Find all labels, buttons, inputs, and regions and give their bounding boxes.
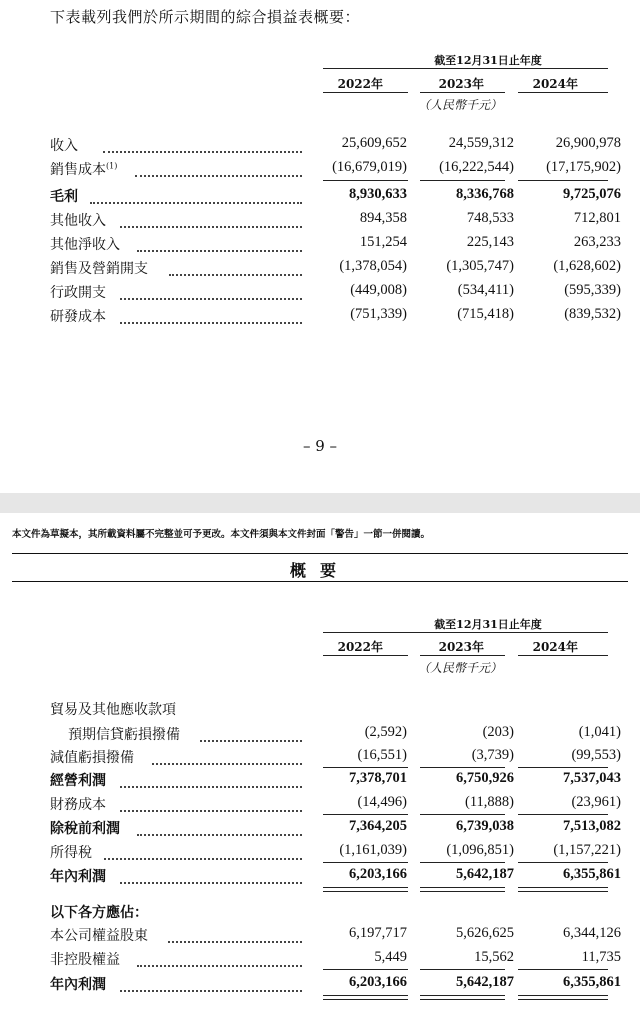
- value-2022: 151,254: [359, 234, 407, 250]
- table-row: [0, 842, 640, 864]
- row-label: 財務成本: [50, 797, 106, 813]
- total-double-rule: [323, 887, 408, 892]
- leader-dots: [137, 957, 302, 967]
- year-2024: 2024年: [532, 77, 578, 91]
- year-rule: [518, 655, 608, 656]
- row-label: 收入: [50, 138, 78, 154]
- unit-label: （人民幣千元）: [417, 661, 502, 675]
- value-2023: 6,750,926: [456, 770, 514, 786]
- leader-dots: [152, 755, 302, 765]
- table-row: [0, 866, 640, 888]
- value-2022: 25,609,652: [341, 135, 407, 151]
- leader-dots: [120, 314, 302, 324]
- total-double-rule: [518, 887, 608, 892]
- table-row: [0, 135, 640, 157]
- page-separator: [0, 493, 640, 513]
- group-heading: 貿易及其他應收款項: [50, 702, 176, 718]
- year-2022: 2022年: [337, 640, 383, 654]
- value-2023: (11,888): [465, 794, 514, 810]
- value-2024: 26,900,978: [555, 135, 621, 151]
- subtotal-rule: [518, 862, 608, 863]
- leader-dots: [104, 850, 302, 860]
- table-row: [0, 925, 640, 947]
- value-2023: 8,336,768: [456, 186, 514, 202]
- section-title: 概要: [289, 561, 350, 580]
- value-2022: (449,008): [350, 282, 407, 298]
- leader-dots: [135, 167, 302, 177]
- value-2022: 6,197,717: [349, 925, 407, 941]
- value-2024: (17,175,902): [546, 159, 621, 175]
- table-row: [0, 818, 640, 840]
- table-row: [0, 770, 640, 792]
- row-label: 研發成本: [50, 309, 106, 325]
- row-label: 預期信貸虧損撥備: [68, 727, 180, 743]
- row-label: [50, 159, 117, 179]
- value-2022: (1,161,039): [339, 842, 407, 858]
- value-2024: (839,532): [564, 306, 621, 322]
- section-header: [12, 553, 628, 582]
- value-2024: 712,801: [573, 210, 621, 226]
- leader-dots: [200, 732, 302, 742]
- row-label: 年內利潤: [50, 977, 106, 993]
- leader-dots: [90, 194, 302, 204]
- value-2023: 5,642,187: [456, 974, 514, 990]
- value-2022: (14,496): [357, 794, 407, 810]
- table-row: [0, 306, 640, 328]
- subtotal-rule: [518, 180, 608, 181]
- year-rule: [323, 92, 408, 93]
- total-double-rule: [420, 887, 505, 892]
- period-header: 截至12月31日止年度: [434, 618, 542, 631]
- year-2023: 2023年: [438, 640, 484, 654]
- table-row: [0, 234, 640, 256]
- subtotal-rule: [420, 862, 505, 863]
- row-label: 其他淨收入: [50, 237, 120, 253]
- subtotal-rule: [323, 767, 408, 768]
- year-rule: [420, 655, 505, 656]
- value-2023: (715,418): [457, 306, 514, 322]
- value-2022: 7,364,205: [349, 818, 407, 834]
- year-rule: [518, 92, 608, 93]
- value-2024: (23,961): [571, 794, 621, 810]
- value-2024: 263,233: [573, 234, 621, 250]
- value-2024: 9,725,076: [563, 186, 621, 202]
- period-header-rule: [323, 632, 608, 633]
- value-2023: (534,411): [457, 282, 514, 298]
- unit-label: （人民幣千元）: [417, 98, 502, 112]
- period-header-rule: [323, 68, 608, 69]
- value-2024: (99,553): [571, 747, 621, 763]
- year-2024: 2024年: [532, 640, 578, 654]
- value-2023: (3,739): [471, 747, 514, 763]
- value-2024: (1,041): [578, 724, 621, 740]
- table-row: [0, 974, 640, 996]
- table-row: [0, 949, 640, 971]
- leader-dots: [168, 933, 302, 943]
- footnote-marker: (1): [106, 161, 118, 171]
- subtotal-rule: [518, 814, 608, 815]
- value-2023: (203): [482, 724, 514, 740]
- value-2024: 7,513,082: [563, 818, 621, 834]
- value-2024: 6,344,126: [563, 925, 621, 941]
- table-row: [0, 724, 640, 746]
- value-2023: (1,096,851): [446, 842, 514, 858]
- row-label: 非控股權益: [50, 952, 120, 968]
- value-2022: (16,679,019): [332, 159, 407, 175]
- table-row: [0, 747, 640, 769]
- value-2022: 6,203,166: [349, 866, 407, 882]
- period-header: 截至12月31日止年度: [434, 54, 542, 67]
- year-2023: 2023年: [438, 77, 484, 91]
- intro-text: 下表載列我們於所示期間的綜合損益表概要：: [50, 8, 361, 26]
- year-rule: [323, 655, 408, 656]
- page-number: – 9 –: [302, 437, 338, 455]
- row-label: 其他收入: [50, 213, 106, 229]
- total-double-rule: [323, 995, 408, 1000]
- group-heading: 以下各方應佔：: [50, 905, 148, 921]
- leader-dots: [120, 982, 302, 992]
- value-2024: (595,339): [564, 282, 621, 298]
- subtotal-rule: [518, 767, 608, 768]
- leader-dots: [169, 266, 302, 276]
- value-2024: 6,355,861: [563, 866, 621, 882]
- row-label: 減值虧損撥備: [50, 750, 134, 766]
- leader-dots: [103, 143, 302, 153]
- leader-dots: [120, 874, 302, 884]
- row-label: 行政開支: [50, 285, 106, 301]
- table-row: [0, 159, 640, 181]
- value-2023: 225,143: [466, 234, 514, 250]
- row-label: 銷售及營銷開支: [50, 261, 148, 277]
- row-label-text: 銷售成本: [50, 162, 106, 178]
- value-2022: (1,378,054): [339, 258, 407, 274]
- table-row: [0, 186, 640, 208]
- leader-dots: [120, 218, 302, 228]
- value-2022: 7,378,701: [349, 770, 407, 786]
- leader-dots: [120, 290, 302, 300]
- value-2023: (1,305,747): [446, 258, 514, 274]
- row-label: 經營利潤: [50, 773, 106, 789]
- table-row: [0, 210, 640, 232]
- value-2022: (16,551): [357, 747, 407, 763]
- value-2022: 6,203,166: [349, 974, 407, 990]
- leader-dots: [120, 802, 302, 812]
- row-label: 所得稅: [50, 845, 92, 861]
- value-2023: (16,222,544): [439, 159, 514, 175]
- year-rule: [420, 92, 505, 93]
- value-2024: 6,355,861: [563, 974, 621, 990]
- value-2023: 748,533: [466, 210, 514, 226]
- value-2024: (1,157,221): [553, 842, 621, 858]
- value-2024: (1,628,602): [553, 258, 621, 274]
- table-row: [0, 794, 640, 816]
- table-row: [0, 282, 640, 304]
- leader-dots: [137, 826, 302, 836]
- row-label: 毛利: [50, 189, 78, 205]
- row-label: 年內利潤: [50, 869, 106, 885]
- subtotal-rule: [323, 814, 408, 815]
- value-2023: 6,739,038: [456, 818, 514, 834]
- value-2022: (2,592): [364, 724, 407, 740]
- value-2024: 11,735: [581, 949, 621, 965]
- table-row: [0, 258, 640, 280]
- value-2023: 24,559,312: [448, 135, 514, 151]
- value-2023: 15,562: [474, 949, 514, 965]
- leader-dots: [120, 778, 302, 788]
- subtotal-rule: [420, 767, 505, 768]
- subtotal-rule: [323, 862, 408, 863]
- subtotal-rule: [420, 180, 505, 181]
- value-2023: 5,642,187: [456, 866, 514, 882]
- value-2023: 5,626,625: [456, 925, 514, 941]
- row-label: 除稅前利潤: [50, 821, 120, 837]
- total-double-rule: [518, 995, 608, 1000]
- subtotal-rule: [420, 814, 505, 815]
- leader-dots: [137, 242, 302, 252]
- value-2022: 5,449: [374, 949, 407, 965]
- subtotal-rule: [323, 969, 408, 970]
- value-2022: 894,358: [359, 210, 407, 226]
- row-label: 本公司權益股東: [50, 928, 148, 944]
- value-2022: (751,339): [350, 306, 407, 322]
- subtotal-rule: [323, 180, 408, 181]
- subtotal-rule: [518, 969, 608, 970]
- value-2024: 7,537,043: [563, 770, 621, 786]
- value-2022: 8,930,633: [349, 186, 407, 202]
- total-double-rule: [420, 995, 505, 1000]
- subtotal-rule: [420, 969, 505, 970]
- year-2022: 2022年: [337, 77, 383, 91]
- draft-notice: 本文件為草擬本，其所載資料屬不完整並可予更改。本文件須與本文件封面「警告」一節一併閱讀。: [12, 529, 431, 540]
